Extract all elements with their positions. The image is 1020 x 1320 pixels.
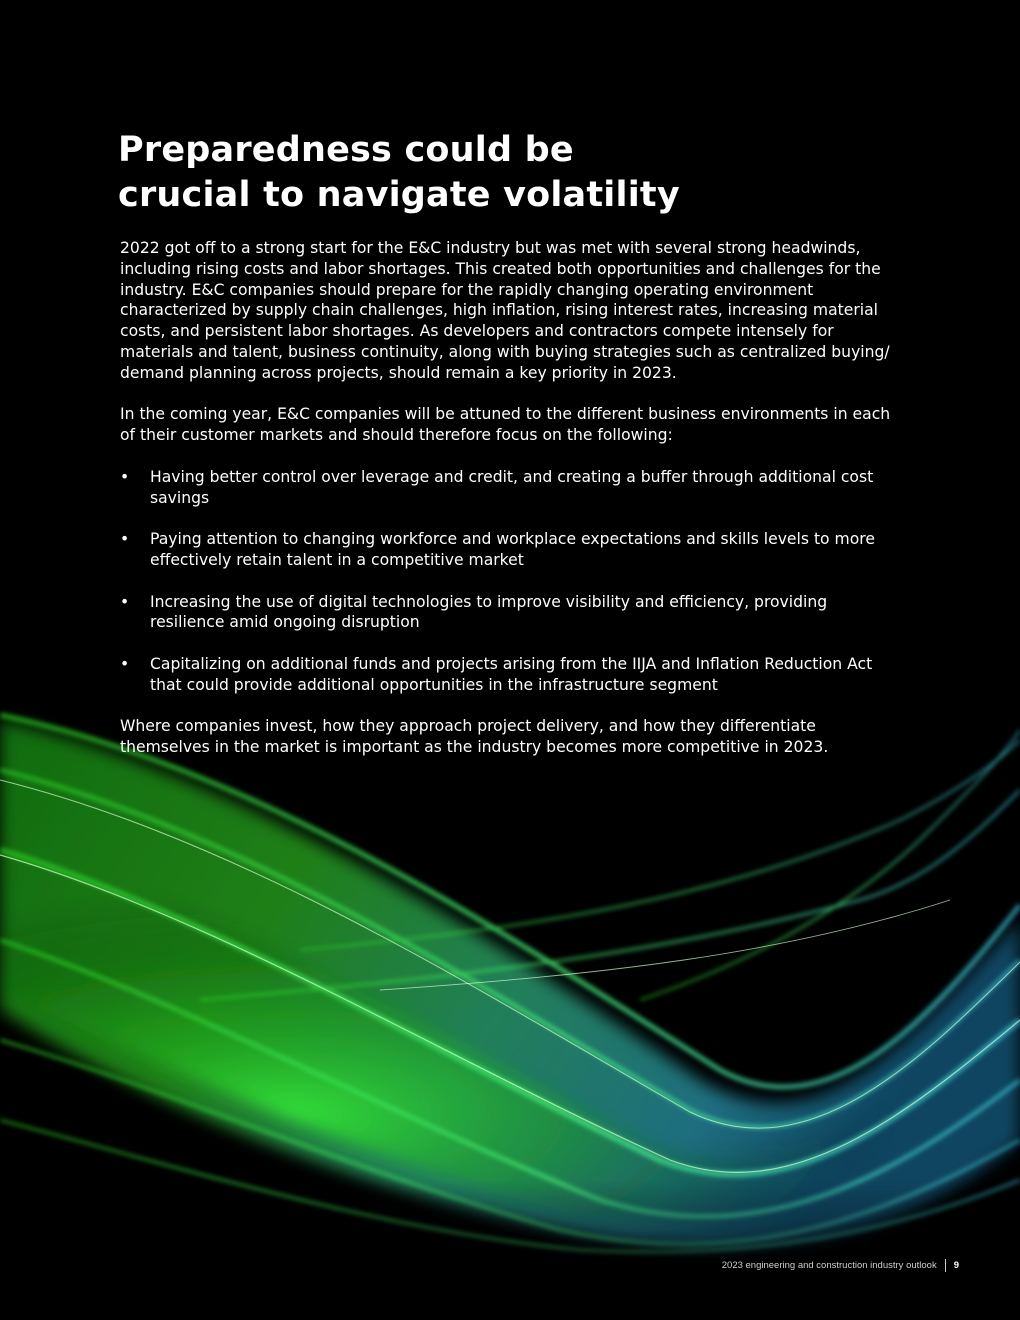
bullet-icon: • xyxy=(120,654,130,673)
footer-divider xyxy=(945,1259,946,1272)
page-title-line-2: crucial to navigate volatility xyxy=(118,175,680,215)
list-item-text: Having better control over leverage and credit, and creating a buffer through additional cost savings xyxy=(150,467,874,507)
list-item xyxy=(120,592,902,634)
page-number: 9 xyxy=(953,1259,959,1271)
list-item-text: Paying attention to changing workforce and workplace expectations and skills levels to more effectively retain talent in a competitive market xyxy=(150,530,875,569)
list-item xyxy=(120,529,902,571)
footer-publication-title: 2023 engineering and construction industry outlook xyxy=(721,1259,937,1271)
list-item-text: Increasing the use of digital technologies to improve visibility and efficiency, providing resilience amid ongoing disruption xyxy=(150,592,828,632)
intro-paragraph: 2022 got off to a strong start for the E&C industry but was met with several strong headwinds, including rising costs and labor shortages. This created both opportunities and challenges for the industry. E&C companies should prepare for the rapidly changing operating environment characterized by supply chain challenges, high inflation, rising interest rates, increasing material costs, and persistent labor shortages. As developers and contractors compete intensely for materials and talent, business continuity, along with buying strategies such as centralized buying/ demand planning across projects, should remain a key priority in 2023. xyxy=(120,239,890,382)
page-title xyxy=(118,128,902,218)
page-footer xyxy=(722,1258,959,1272)
list-item xyxy=(120,654,902,696)
focus-list xyxy=(120,467,902,696)
bullet-icon: • xyxy=(120,467,130,486)
list-item xyxy=(120,467,902,509)
bullet-icon: • xyxy=(120,530,130,549)
focus-paragraph: In the coming year, E&C companies will be attuned to the different business environments in each of their customer markets and should therefore focus on the following: xyxy=(120,405,891,445)
article-content xyxy=(118,128,902,779)
closing-paragraph: Where companies invest, how they approach project delivery, and how they differentiate themselves in the market is important as the industry becomes more competitive in 2023. xyxy=(120,717,829,757)
bullet-icon: • xyxy=(120,592,130,611)
page-title-line-1: Preparedness could be xyxy=(118,130,574,170)
list-item-text: Capitalizing on additional funds and projects arising from the IIJA and Inflation Reduction Act that could provide additional opportunities in the infrastructure segment xyxy=(150,654,873,694)
